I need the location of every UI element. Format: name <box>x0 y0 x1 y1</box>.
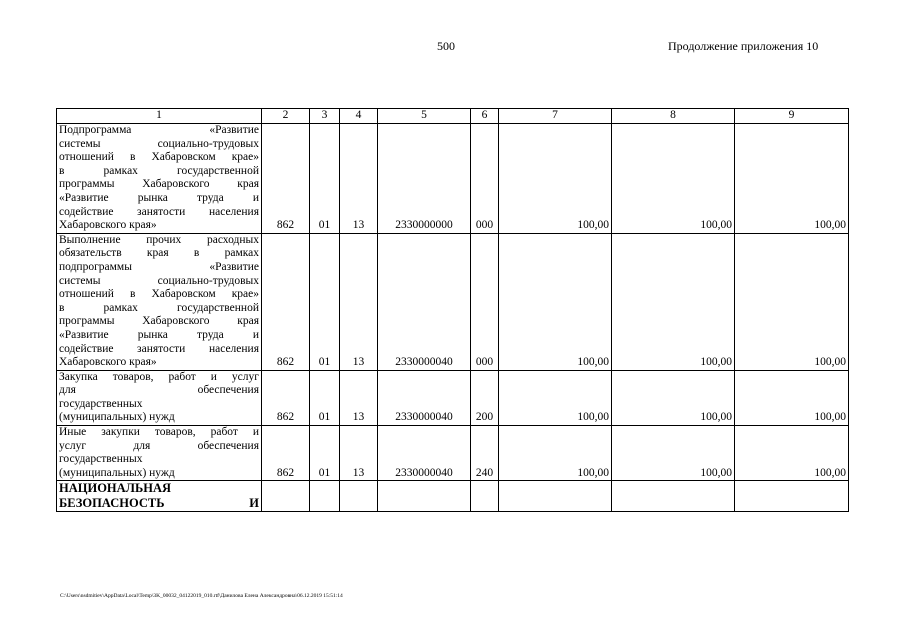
row-description <box>57 233 262 370</box>
description-line: содействие занятости населения <box>59 205 259 218</box>
page-number: 500 <box>437 39 455 53</box>
description-line: БЕЗОПАСНОСТЬ И <box>59 496 259 511</box>
table-row <box>57 426 849 481</box>
budget-table <box>56 108 849 512</box>
column-header: 3 <box>310 109 340 124</box>
description-line: для обеспечения <box>59 384 259 397</box>
subsection-code: 13 <box>340 370 378 425</box>
description-line: обязательств края в рамках <box>59 247 259 260</box>
subsection-code <box>340 481 378 512</box>
target-article-code: 2330000000 <box>378 124 471 234</box>
description-line: в рамках государственной <box>59 164 259 177</box>
description-line: содействие занятости населения <box>59 342 259 355</box>
expense-type-code: 000 <box>471 124 499 234</box>
ministry-code <box>262 481 310 512</box>
expense-type-code: 200 <box>471 370 499 425</box>
description-line: Выполнение прочих расходных <box>59 233 259 246</box>
description-line: программы Хабаровского края <box>59 178 259 191</box>
subsection-code: 13 <box>340 426 378 481</box>
amount-column-8: 100,00 <box>612 426 735 481</box>
expense-type-code <box>471 481 499 512</box>
column-header: 5 <box>378 109 471 124</box>
description-line: отношений в Хабаровском крае» <box>59 288 259 301</box>
amount-column-9: 100,00 <box>735 233 849 370</box>
description-line: Закупка товаров, работ и услуг <box>59 370 259 383</box>
table-row <box>57 481 849 512</box>
table-row <box>57 124 849 234</box>
amount-column-9: 100,00 <box>735 124 849 234</box>
amount-column-8: 100,00 <box>612 233 735 370</box>
column-header: 9 <box>735 109 849 124</box>
amount-column-7 <box>499 481 612 512</box>
ministry-code: 862 <box>262 426 310 481</box>
section-code: 01 <box>310 370 340 425</box>
row-description <box>57 370 262 425</box>
table-row <box>57 233 849 370</box>
target-article-code: 2330000040 <box>378 370 471 425</box>
target-article-code: 2330000040 <box>378 426 471 481</box>
ministry-code: 862 <box>262 370 310 425</box>
subsection-code: 13 <box>340 124 378 234</box>
appendix-continuation-heading: Продолжение приложения 10 <box>668 39 819 53</box>
description-line: Подпрограмма «Развитие <box>59 124 259 136</box>
section-code: 01 <box>310 124 340 234</box>
description-line: Хабаровского края» <box>59 356 157 369</box>
description-line: системы социально-трудовых <box>59 137 259 150</box>
amount-column-8: 100,00 <box>612 124 735 234</box>
section-code: 01 <box>310 233 340 370</box>
row-description <box>57 481 262 512</box>
column-header: 2 <box>262 109 310 124</box>
subsection-code: 13 <box>340 233 378 370</box>
column-header: 1 <box>57 109 262 124</box>
amount-column-8: 100,00 <box>612 370 735 425</box>
description-line: Иные закупки товаров, работ и <box>59 426 259 439</box>
description-line: (муниципальных) нужд <box>59 411 175 424</box>
description-line: подпрограммы «Развитие <box>59 260 259 273</box>
description-line: программы Хабаровского края <box>59 315 259 328</box>
description-line: НАЦИОНАЛЬНАЯ <box>59 481 172 496</box>
amount-column-8 <box>612 481 735 512</box>
description-line: отношений в Хабаровском крае» <box>59 151 259 164</box>
table-row <box>57 370 849 425</box>
amount-column-9: 100,00 <box>735 426 849 481</box>
row-description <box>57 124 262 234</box>
target-article-code: 2330000040 <box>378 233 471 370</box>
ministry-code: 862 <box>262 233 310 370</box>
description-line: (муниципальных) нужд <box>59 466 175 479</box>
amount-column-9 <box>735 481 849 512</box>
expense-type-code: 240 <box>471 426 499 481</box>
description-line: «Развитие рынка труда и <box>59 328 259 341</box>
description-line: системы социально-трудовых <box>59 274 259 287</box>
description-line: государственных <box>59 453 143 466</box>
description-line: в рамках государственной <box>59 301 259 314</box>
amount-column-7: 100,00 <box>499 124 612 234</box>
section-code: 01 <box>310 426 340 481</box>
column-header: 4 <box>340 109 378 124</box>
column-header: 8 <box>612 109 735 124</box>
description-line: Хабаровского края» <box>59 219 157 232</box>
footer-file-path: C:\Users\nsdmitiev\AppData\Local\Temp\3K_00032_04122019_010.rtf\Данилова Елена Александровна\06.12.2019 15:51:14 <box>60 593 343 599</box>
description-line: «Развитие рынка труда и <box>59 191 259 204</box>
description-line: услуг для обеспечения <box>59 439 259 452</box>
column-header: 6 <box>471 109 499 124</box>
expense-type-code: 000 <box>471 233 499 370</box>
row-description <box>57 426 262 481</box>
amount-column-9: 100,00 <box>735 370 849 425</box>
amount-column-7: 100,00 <box>499 233 612 370</box>
amount-column-7: 100,00 <box>499 426 612 481</box>
target-article-code <box>378 481 471 512</box>
column-header: 7 <box>499 109 612 124</box>
ministry-code: 862 <box>262 124 310 234</box>
section-code <box>310 481 340 512</box>
table-header-row <box>57 109 849 124</box>
amount-column-7: 100,00 <box>499 370 612 425</box>
description-line: государственных <box>59 397 143 410</box>
